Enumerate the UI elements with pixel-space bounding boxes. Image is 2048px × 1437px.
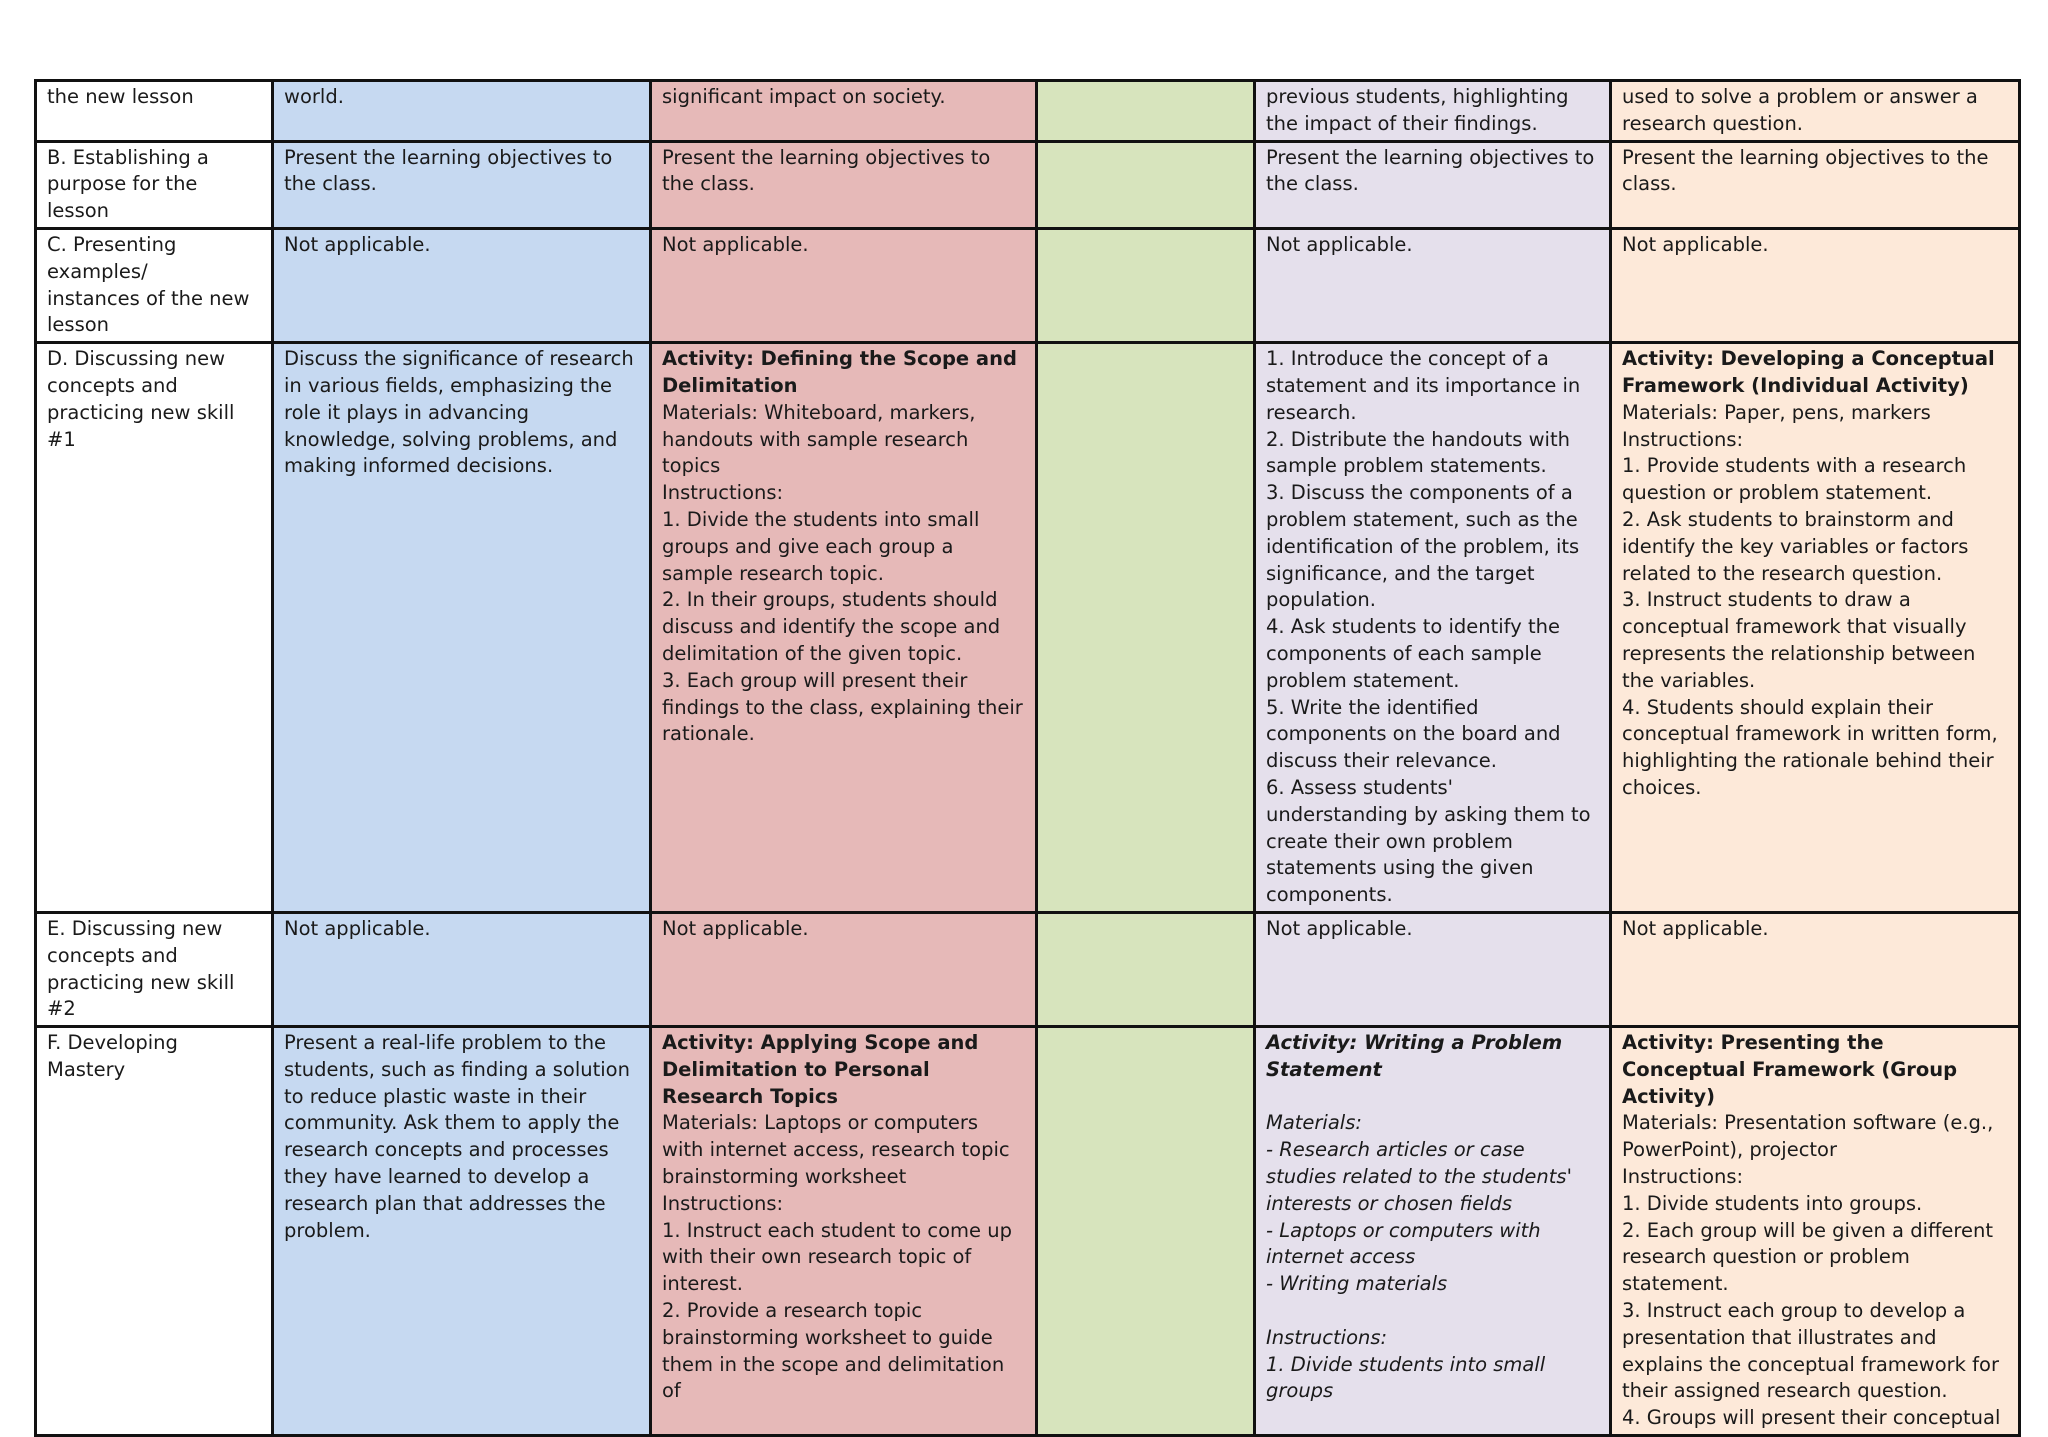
cell-col4 (1037, 343, 1255, 913)
cell-col4 (1037, 81, 1255, 142)
cell-col3: Not applicable. (651, 912, 1037, 1026)
cell-col6: Present the learning objectives to the class. (1611, 141, 2020, 228)
cell-col3: Present the learning objectives to the class. (651, 141, 1037, 228)
cell-col2: Not applicable. (273, 228, 651, 342)
activity-body: Materials: Paper, pens, markers Instructions: 1. Provide students with a research question or problem statement. 2. Ask students to brainstorm and identify the key variables or factors related to the research question. 3. Instruct students to draw a conceptual framework that visually represents the relationship between the variables. 4. Students should explain their conceptual framework in written form, highlighting the rationale behind their choices. (1622, 400, 1998, 799)
row-label: the new lesson (47, 85, 194, 108)
row-label-cell (36, 343, 273, 913)
row-label-cell (36, 1027, 273, 1436)
row-label: F. Developing Mastery (47, 1031, 178, 1081)
table-row (36, 1027, 2020, 1436)
table-row (36, 228, 2020, 342)
cell-col5: Present the learning objectives to the class. (1255, 141, 1611, 228)
cell-col3: significant impact on society. (651, 81, 1037, 142)
row-label-cell (36, 141, 273, 228)
cell-col2: Present the learning objectives to the class. (273, 141, 651, 228)
activity-body: Materials: - Research articles or case studies related to the students' interests or chosen fields - Laptops or computers with internet access - Writing materials Instructions: 1. Divide students into small groups (1266, 1111, 1572, 1403)
row-label: E. Discussing new concepts and practicing new skill #2 (47, 916, 235, 1021)
activity-title: Activity: Applying Scope and Delimitation to Personal Research Topics (662, 1031, 979, 1108)
table-row (36, 141, 2020, 228)
cell-col5: Not applicable. (1255, 228, 1611, 342)
cell-col6 (1611, 343, 2020, 913)
cell-col5: previous students, highlighting the impact of their findings. (1255, 81, 1611, 142)
table-row (36, 343, 2020, 913)
cell-col4 (1037, 912, 1255, 1026)
cell-col3 (651, 1027, 1037, 1436)
cell-col2: Present a real-life problem to the students, such as finding a solution to reduce plastic waste in their community. Ask them to apply the research concepts and processes they have learned to develop a research plan that addresses the problem. (273, 1027, 651, 1436)
cell-col3: Not applicable. (651, 228, 1037, 342)
activity-title: Activity: Presenting the Conceptual Framework (Group Activity) (1622, 1031, 1958, 1108)
cell-col6 (1611, 1027, 2020, 1436)
row-label-cell (36, 228, 273, 342)
cell-col3 (651, 343, 1037, 913)
cell-col4 (1037, 1027, 1255, 1436)
cell-col6: Not applicable. (1611, 912, 2020, 1026)
row-label-cell (36, 912, 273, 1026)
cell-col6: Not applicable. (1611, 228, 2020, 342)
cell-col2: Discuss the significance of research in various fields, emphasizing the role it plays in advancing knowledge, solving problems, and making informed decisions. (273, 343, 651, 913)
cell-col5: 1. Introduce the concept of a statement and its importance in research. 2. Distribute the handouts with sample problem statements. 3. Discuss the components of a problem statement, such as the identification of the problem, its significance, and the target population. 4. Ask students to identify the components of each sample problem statement. 5. Write the identified components on the board and discuss their relevance. 6. Assess students' understanding by asking them to create their own problem statements using the given components. (1255, 343, 1611, 913)
activity-title: Activity: Writing a Problem Statement (1266, 1031, 1563, 1081)
cell-col4 (1037, 228, 1255, 342)
cell-col5: Not applicable. (1255, 912, 1611, 1026)
activity-title: Activity: Defining the Scope and Delimitation (662, 347, 1017, 397)
cell-col4 (1037, 141, 1255, 228)
activity-body: Materials: Presentation software (e.g., PowerPoint), projector Instructions: 1. Divide students into groups. 2. Each group will be given a different research question or problem statement. 3. Instruct each group to develop a presentation that illustrates and explains the conceptual framework for their assigned research question. 4. Groups will present their conceptual (1622, 1111, 2001, 1430)
cell-col2: world. (273, 81, 651, 142)
table-row (36, 912, 2020, 1026)
activity-body: Materials: Laptops or computers with internet access, research topic brainstorming worksheet Instructions: 1. Instruct each student to come up with their own research topic of interest. 2. Provide a research topic brainstorming worksheet to guide them in the scope and delimitation of (662, 1111, 1012, 1403)
row-label: B. Establishing a purpose for the lesson (47, 145, 209, 223)
cell-col5 (1255, 1027, 1611, 1436)
activity-body: Materials: Whiteboard, markers, handouts with sample research topics Instructions: 1. Divide the students into small groups and give each group a sample research topic. 2. In their groups, students should discuss and identify the scope and delimitation of the given topic. 3. Each group will present their findings to the class, explaining their rationale. (662, 400, 1023, 746)
cell-col6: used to solve a problem or answer a research question. (1611, 81, 2020, 142)
row-label: D. Discussing new concepts and practicing new skill #1 (47, 347, 235, 451)
row-label-cell (36, 81, 273, 142)
cell-col2: Not applicable. (273, 912, 651, 1026)
table-row (36, 81, 2020, 142)
row-label: C. Presenting examples/ instances of the new lesson (47, 232, 250, 337)
activity-title: Activity: Developing a Conceptual Framework (Individual Activity) (1622, 347, 1995, 397)
lesson-plan-table (34, 79, 2021, 1437)
